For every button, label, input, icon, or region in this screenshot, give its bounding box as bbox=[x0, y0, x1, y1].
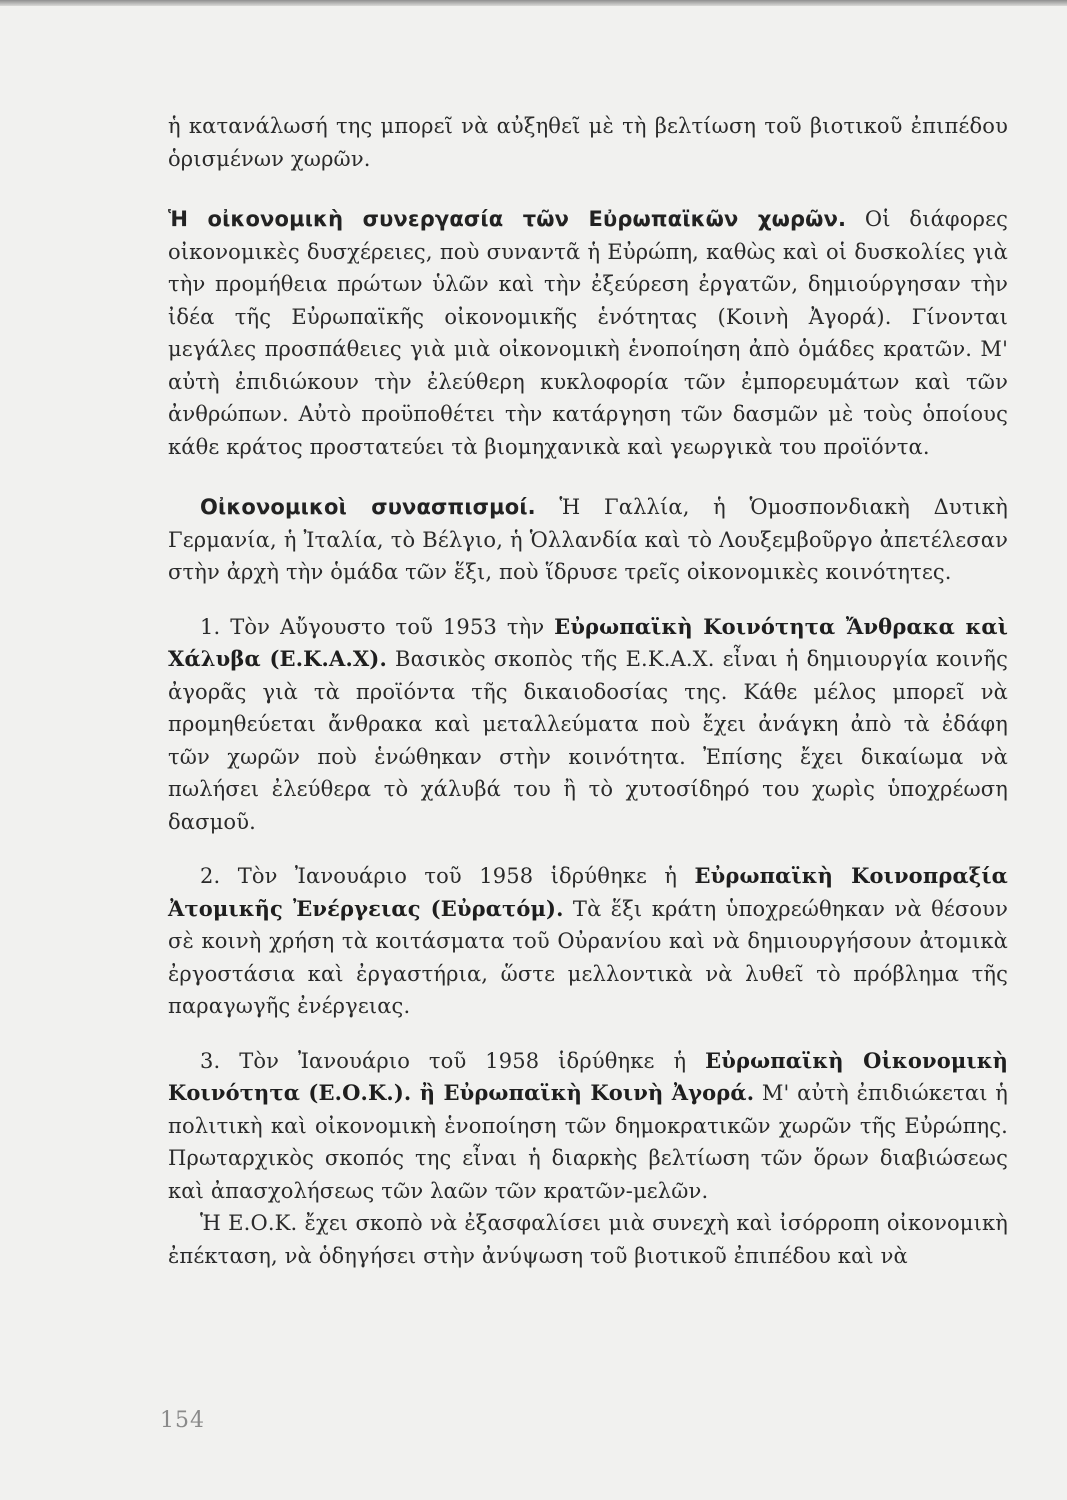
paragraph-economic-blocs bbox=[168, 491, 1008, 589]
paragraph-economic-cooperation bbox=[168, 203, 1008, 463]
list-item-lead: 2. Τὸν Ἰανουάριο τοῦ 1958 ἱδρύθηκε ἡ bbox=[200, 864, 695, 888]
paragraph-eec-goals: Ἡ Ε.Ο.Κ. ἔχει σκοπὸ νὰ ἐξασφαλίσει μιὰ συνεχὴ καὶ ἰσόρροπη οἰκονομικὴ ἐπέκταση, νὰ ὁδηγήσει στὴν ἀνύψωση τοῦ βιοτικοῦ ἐπιπέδου καὶ νὰ bbox=[168, 1211, 1008, 1268]
list-item-body: Βασικὸς σκοπὸς τῆς Ε.Κ.Α.Χ. εἶναι ἡ δημιουργία κοινῆς ἀγορᾶς γιὰ τὰ προϊόντα τῆς δικαιοδοσίας της. Κάθε μέλος μπορεῖ νὰ προμηθεύεται ἄνθρακα καὶ μεταλλεύματα ποὺ ἔχει ἀνάγκη ἀπὸ τὰ ἐδάφη τῶν χωρῶν ποὺ ἑνώθηκαν στὴν κοινότητα. Ἐπίσης ἔχει δικαίωμα νὰ πωλήσει ἐλεύθερα τὸ χάλυβά του ἢ τὸ χυτοσίδηρό του χωρὶς ὑποχρέωση δασμοῦ. bbox=[168, 647, 1008, 834]
section-body-economic-blocs: Ἡ Γαλλία, ἡ Ὁμοσπονδιακὴ Δυτικὴ Γερμανία, ἡ Ἰταλία, τὸ Βέλγιο, ἡ Ὁλλανδία καὶ τὸ Λουξεμβοῦργο ἀπετέλεσαν στὴν ἀρχὴ τὴν ὁμάδα τῶν ἕξι, ποὺ ἵδρυσε τρεῖς οἰκονομικὲς κοινότητες. bbox=[168, 495, 1009, 584]
list-item-euratom bbox=[168, 860, 1008, 1023]
list-item-bold-title: Εὐρωπαϊκὴ Κοινότητα Ἄνθρακα καὶ Χάλυβα (Ε.Κ.Α.Χ). bbox=[168, 613, 1008, 671]
list-item-body: Μ' αὐτὴ ἐπιδιώκεται ἡ πολιτικὴ καὶ οἰκονομικὴ ἑνοποίηση τῶν δημοκρατικῶν χωρῶν τῆς Εὐρώπης. Πρωταρχικὸς σκοπός της εἶναι ἡ διαρκὴς βελτίωση τῶν ὅρων διαβιώσεως καὶ ἀπασχολήσεως τῶν λαῶν τῶν κρατῶν-μελῶν. bbox=[168, 1081, 1009, 1203]
list-item-lead: 3. Τὸν Ἰανουάριο τοῦ 1958 ἱδρύθηκε ἡ bbox=[200, 1048, 706, 1073]
scan-top-edge bbox=[0, 0, 1067, 6]
list-item-body: Τὰ ἕξι κράτη ὑποχρεώθηκαν νὰ θέσουν σὲ κοινὴ χρήση τὰ κοιτάσματα τοῦ Οὐρανίου καὶ νὰ δημιουργήσουν ἀτομικὰ ἐργοστάσια καὶ ἐργαστήρια, ὥστε μελλοντικὰ νὰ λυθεῖ τὸ πρόβλημα τῆς παραγωγῆς ἐνέργειας. bbox=[168, 896, 1008, 1018]
section-heading-economic-cooperation: Ἡ οἰκονομικὴ συνεργασία τῶν Εὐρωπαϊκῶν χωρῶν. bbox=[168, 207, 847, 231]
section-body-economic-cooperation: Οἱ διάφορες οἰκονομικὲς δυσχέρειες, ποὺ συναντᾶ ἡ Εὐρώπη, καθὼς καὶ οἱ δυσκολίες γιὰ τὴν προμήθεια πρώτων ὑλῶν καὶ τὴν ἐξεύρεση ἐργατῶν, δημιούργησαν τὴν ἰδέα τῆς Εὐρωπαϊκῆς οἰκονομικῆς ἑνότητας (Κοινὴ Ἀγορά). Γίνονται μεγάλες προσπάθειες γιὰ μιὰ οἰκονομικὴ ἑνοποίηση ἀπὸ ὁμάδες κρατῶν. Μ' αὐτὴ ἐπιδιώκουν τὴν ἐλεύθερη κυκλοφορία τῶν ἐμπορευμάτων καὶ τῶν ἀνθρώπων. Αὐτὸ προϋποθέτει τὴν κατάργηση τῶν δασμῶν μὲ τοὺς ὁποίους κάθε κράτος προστατεύει τὰ βιομηχανικὰ καὶ γεωργικὰ του προϊόντα. bbox=[168, 207, 1009, 459]
section-heading-economic-blocs: Οἰκονομικοὶ συνασπισμοί. bbox=[200, 495, 536, 519]
list-item-bold-title: Εὐρωπαϊκὴ Οἰκονομικὴ Κοινότητα (Ε.Ο.Κ.). ἢ Εὐρωπαϊκὴ Κοινὴ Ἀγορά. bbox=[168, 1047, 1008, 1105]
paragraph-continuation: ἡ κατανάλωσή της μπορεῖ νὰ αὐξηθεῖ μὲ τὴ βελτίωση τοῦ βιοτικοῦ ἐπιπέδου ὁρισμένων χωρῶν. bbox=[168, 114, 1008, 171]
list-item-eec bbox=[168, 1045, 1008, 1208]
list-item-ecsc bbox=[168, 611, 1008, 839]
page-number: 154 bbox=[160, 1408, 205, 1433]
page-text bbox=[168, 110, 1008, 1272]
list-item-lead: 1. Τὸν Αὔγουστο τοῦ 1953 τὴν bbox=[200, 614, 555, 639]
list-item-bold-title: Εὐρωπαϊκὴ Κοινοπραξία Ἀτομικῆς Ἐνέργειας (Εὐρατόμ). bbox=[168, 863, 1008, 921]
